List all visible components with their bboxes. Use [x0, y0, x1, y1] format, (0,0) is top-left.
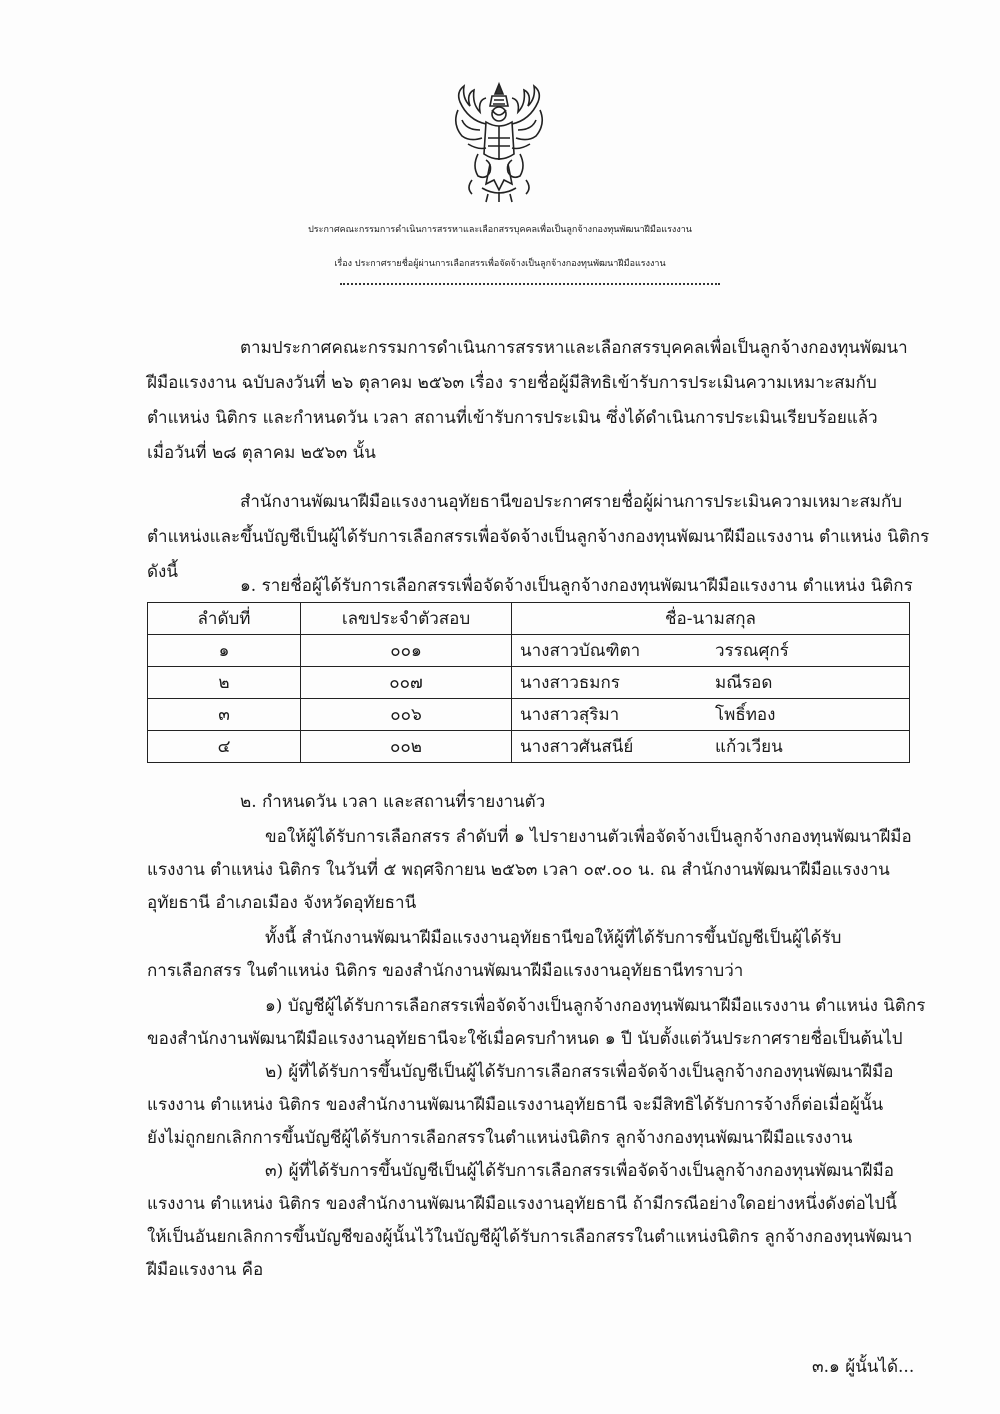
column-header-exam-id: เลขประจำตัวสอบ: [301, 603, 512, 635]
intro-line: ตำแหน่ง นิติกร และกำหนดวัน เวลา สถานที่เข้ารับการประเมิน ซึ่งได้ดำเนินการประเมินเรียบร้อยแล้ว: [147, 408, 878, 428]
column-header-name: ชื่อ-นามสกุล: [512, 603, 910, 635]
header-subject: เรื่อง ประกาศรายชื่อผู้ผ่านการเลือกสรรเพื่อจัดจ้างเป็นลูกจ้างกองทุนพัฒนาฝีมือแรงงาน: [334, 259, 666, 269]
notice-line: การเลือกสรร ในตำแหน่ง นิติกร ของสำนักงานพัฒนาฝีมือแรงงานอุทัยธานีทราบว่า: [147, 961, 744, 981]
header-dotted-divider: [340, 283, 720, 285]
cell-exam-id: ๐๐๖: [301, 699, 512, 731]
report-line: ขอให้ผู้ได้รับการเลือกสรร ลำดับที่ ๑ ไปรายงานตัวเพื่อจัดจ้างเป็นลูกจ้างกองทุนพัฒนาฝีมือ: [265, 827, 912, 847]
cell-order: ๔: [148, 731, 301, 763]
garuda-emblem-icon: [448, 80, 550, 205]
announce-line: ดังนี้: [147, 562, 178, 582]
intro-line: ฝีมือแรงงาน ฉบับลงวันที่ ๒๖ ตุลาคม ๒๕๖๓ เรื่อง รายชื่อผู้มีสิทธิเข้ารับการประเมินความเหมาะสมกับ: [147, 373, 877, 393]
table-row: [148, 699, 910, 731]
cell-exam-id: ๐๐๑: [301, 635, 512, 667]
cell-exam-id: ๐๐๗: [301, 667, 512, 699]
item1-line: ของสำนักงานพัฒนาฝีมือแรงงานอุทัยธานีจะใช้เมื่อครบกำหนด ๑ ปี นับตั้งแต่วันประกาศรายชื่อเป็นต้นไป: [147, 1029, 903, 1049]
table-row: [148, 731, 910, 763]
table-row: [148, 635, 910, 667]
last-name: โพธิ์ทอง: [715, 705, 776, 725]
cell-name: [512, 667, 910, 699]
item3-line: ๓) ผู้ที่ได้รับการขึ้นบัญชีเป็นผู้ได้รับการเลือกสรรเพื่อจัดจ้างเป็นลูกจ้างกองทุนพัฒนาฝีมือ: [265, 1161, 894, 1181]
item2-line: แรงงาน ตำแหน่ง นิติกร ของสำนักงานพัฒนาฝีมือแรงงานอุทัยธานี จะมีสิทธิได้รับการจ้างก็ต่อเมื่อผู้นั้น: [147, 1095, 884, 1115]
cell-name: [512, 731, 910, 763]
intro-line: เมื่อวันที่ ๒๘ ตุลาคม ๒๕๖๓ นั้น: [147, 443, 376, 463]
item2-line: ๒) ผู้ที่ได้รับการขึ้นบัญชีเป็นผู้ได้รับการเลือกสรรเพื่อจัดจ้างเป็นลูกจ้างกองทุนพัฒนาฝีมือ: [265, 1062, 894, 1082]
cell-order: ๒: [148, 667, 301, 699]
table-header-row: [148, 603, 910, 635]
header-title: ประกาศคณะกรรมการดำเนินการสรรหาและเลือกสรรบุคคลเพื่อเป็นลูกจ้างกองทุนพัฒนาฝีมือแรงงาน: [308, 225, 692, 235]
notice-line: ทั้งนี้ สำนักงานพัฒนาฝีมือแรงงานอุทัยธานีขอให้ผู้ที่ได้รับการขึ้นบัญชีเป็นผู้ได้รับ: [265, 928, 842, 948]
first-name: นางสาวบัณฑิตา: [520, 641, 641, 661]
cell-name: [512, 635, 910, 667]
page-continuation: ๓.๑ ผู้นั้นได้...: [812, 1357, 915, 1377]
section1-title: ๑. รายชื่อผู้ได้รับการเลือกสรรเพื่อจัดจ้างเป็นลูกจ้างกองทุนพัฒนาฝีมือแรงงาน ตำแหน่ง นิติกร: [240, 576, 913, 596]
intro-line: ตามประกาศคณะกรรมการดำเนินการสรรหาและเลือกสรรบุคคลเพื่อเป็นลูกจ้างกองทุนพัฒนา: [240, 338, 908, 358]
last-name: มณีรอด: [715, 673, 773, 693]
last-name: แก้วเวียน: [715, 737, 783, 757]
announce-line: ตำแหน่งและขึ้นบัญชีเป็นผู้ได้รับการเลือกสรรเพื่อจัดจ้างเป็นลูกจ้างกองทุนพัฒนาฝีมือแรงงาน ตำแหน่ง นิติกร: [147, 527, 930, 547]
item2-line: ยังไม่ถูกยกเลิกการขึ้นบัญชีผู้ได้รับการเลือกสรรในตำแหน่งนิติกร ลูกจ้างกองทุนพัฒนาฝีมือแรงงาน: [147, 1128, 853, 1148]
cell-exam-id: ๐๐๒: [301, 731, 512, 763]
column-header-order: ลำดับที่: [148, 603, 301, 635]
report-line: แรงงาน ตำแหน่ง นิติกร ในวันที่ ๕ พฤศจิกายน ๒๕๖๓ เวลา ๐๙.๐๐ น. ณ สำนักงานพัฒนาฝีมือแรงงาน: [147, 860, 890, 880]
item3-line: ให้เป็นอันยกเลิกการขึ้นบัญชีของผู้นั้นไว้ในบัญชีผู้ได้รับการเลือกสรรในตำแหน่งนิติกร ลูกจ้างกองทุนพัฒนา: [147, 1227, 913, 1247]
last-name: วรรณศุกร์: [715, 641, 789, 661]
table-row: [148, 667, 910, 699]
item1-line: ๑) บัญชีผู้ได้รับการเลือกสรรเพื่อจัดจ้างเป็นลูกจ้างกองทุนพัฒนาฝีมือแรงงาน ตำแหน่ง นิติกร: [265, 996, 926, 1016]
first-name: นางสาวธมกร: [520, 673, 620, 693]
first-name: นางสาวศันสนีย์: [520, 737, 634, 757]
item3-line: แรงงาน ตำแหน่ง นิติกร ของสำนักงานพัฒนาฝีมือแรงงานอุทัยธานี ถ้ามีกรณีอย่างใดอย่างหนึ่งดังต่อไปนี้: [147, 1194, 897, 1214]
announce-line: สำนักงานพัฒนาฝีมือแรงงานอุทัยธานีขอประกาศรายชื่อผู้ผ่านการประเมินความเหมาะสมกับ: [240, 492, 903, 512]
cell-name: [512, 699, 910, 731]
report-line: อุทัยธานี อำเภอเมือง จังหวัดอุทัยธานี: [147, 893, 417, 913]
first-name: นางสาวสุริมา: [520, 705, 620, 725]
item3-line: ฝีมือแรงงาน คือ: [147, 1260, 264, 1280]
cell-order: ๑: [148, 635, 301, 667]
selected-candidates-table: [147, 602, 910, 763]
cell-order: ๓: [148, 699, 301, 731]
section2-title: ๒. กำหนดวัน เวลา และสถานที่รายงานตัว: [240, 792, 546, 812]
